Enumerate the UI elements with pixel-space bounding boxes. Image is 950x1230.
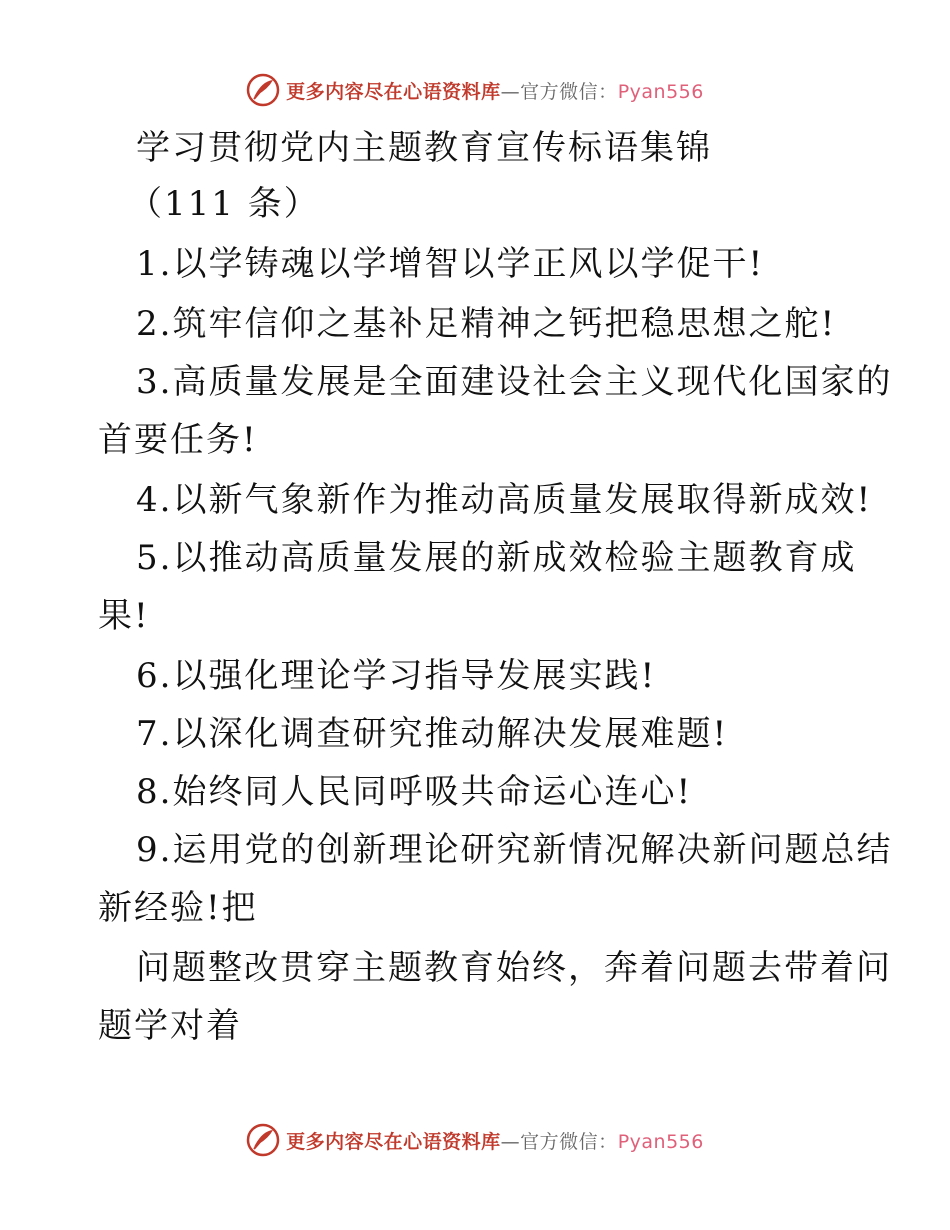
list-item: 8.始终同人民同呼吸共命运心连心! [136, 772, 693, 812]
list-item: 6.以强化理论学习指导发展实践! [136, 656, 657, 696]
watermark-wechat-id: Pyan556 [617, 1130, 704, 1153]
document-title: 学习贯彻党内主题教育宣传标语集锦 [136, 128, 712, 168]
watermark-banner-bottom [0, 1120, 950, 1160]
watermark-text [286, 77, 704, 104]
watermark-main: 更多内容尽在心语资料库 [286, 1130, 501, 1153]
paragraph: 问题整改贯穿主题教育始终，奔着问题去带着问 [136, 948, 892, 988]
watermark-banner-top [0, 70, 950, 110]
list-item-continuation: 新经验!把 [98, 888, 258, 928]
feather-logo-icon [246, 73, 280, 107]
list-item-continuation: 果! [98, 596, 150, 636]
watermark-official: 官方微信： [520, 1130, 618, 1153]
watermark-wechat-id: Pyan556 [617, 80, 704, 103]
feather-logo-icon [246, 1123, 280, 1157]
watermark-dash: — [500, 80, 521, 103]
item-count: （111 条） [128, 184, 320, 224]
list-item: 5.以推动高质量发展的新成效检验主题教育成 [136, 538, 857, 578]
list-item: 2.筑牢信仰之基补足精神之钙把稳思想之舵! [136, 304, 837, 344]
watermark-official: 官方微信： [520, 80, 618, 103]
list-item: 7.以深化调查研究推动解决发展难题! [136, 714, 729, 754]
list-item: 1.以学铸魂以学增智以学正风以学促干! [136, 244, 765, 284]
paragraph-continuation: 题学对着 [98, 1006, 242, 1046]
watermark-dash: — [500, 1130, 521, 1153]
watermark-text [286, 1127, 704, 1154]
list-item-continuation: 首要任务! [98, 420, 258, 460]
watermark-main: 更多内容尽在心语资料库 [286, 80, 501, 103]
list-item: 4.以新气象新作为推动高质量发展取得新成效! [136, 480, 873, 520]
list-item: 9.运用党的创新理论研究新情况解决新问题总结 [136, 830, 893, 870]
list-item: 3.高质量发展是全面建设社会主义现代化国家的 [136, 362, 893, 402]
